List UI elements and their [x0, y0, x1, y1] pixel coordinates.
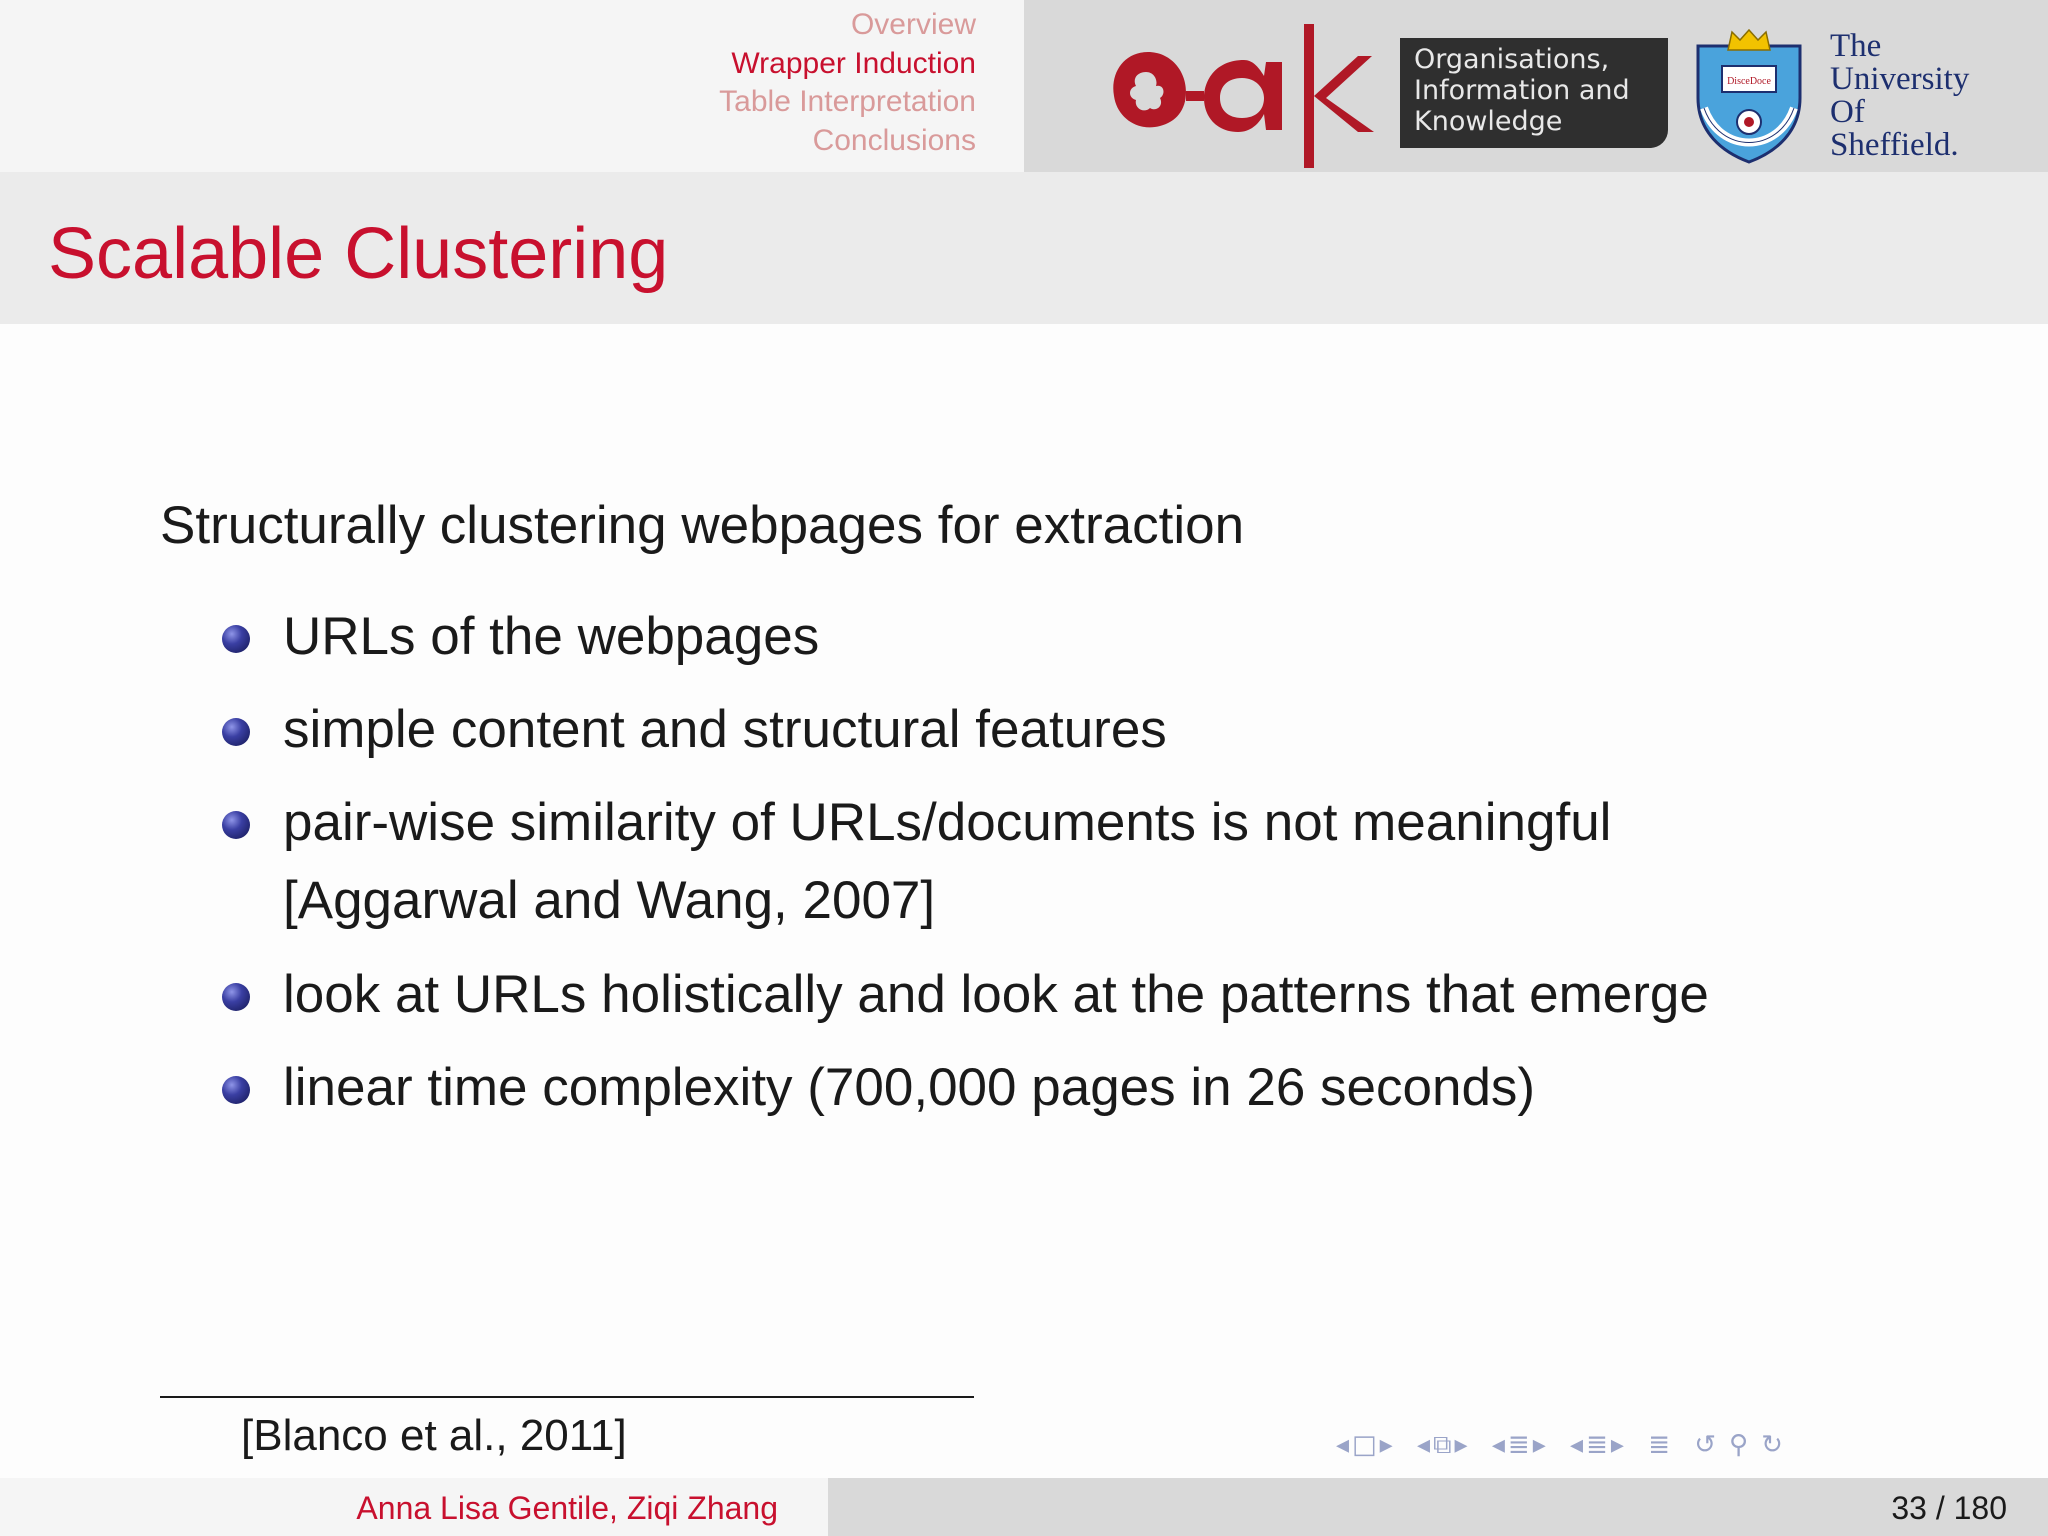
page-number: 33 / 180: [1891, 1490, 2007, 1526]
section-nav-icon[interactable]: ◂≣▸: [1570, 1430, 1627, 1460]
footnote-citation: [Blanco et al., 2011]: [241, 1411, 627, 1460]
slide-title: Scalable Clustering: [48, 214, 669, 294]
bullet-item: simple content and structural features: [283, 700, 1167, 759]
bullet-item: URLs of the webpages: [283, 607, 820, 666]
beamer-navigation-controls: [1336, 1430, 1796, 1461]
footer-authors: Anna Lisa Gentile, Ziqi Zhang: [356, 1490, 778, 1526]
bullet-item: pair-wise similarity of URLs/documents is not meaningful: [283, 793, 1612, 852]
uni-line-1: The: [1830, 28, 1882, 64]
oak-line-1: Organisations,: [1414, 44, 1610, 75]
oak-letter-k: [1304, 24, 1374, 168]
search-icon[interactable]: ⚲: [1729, 1430, 1752, 1460]
oak-tagline: [1400, 38, 1668, 148]
bullet-ball-icon: [222, 811, 250, 839]
uni-line-3: Of: [1830, 94, 1865, 130]
uni-line-4: Sheffield.: [1830, 127, 1959, 163]
oak-letter-a: [1204, 60, 1282, 132]
footer-right: [828, 1478, 2048, 1536]
redo-icon[interactable]: ↻: [1761, 1430, 1786, 1460]
align-icon[interactable]: ≣: [1648, 1430, 1673, 1460]
nav-item-overview[interactable]: Overview: [850, 8, 976, 41]
bullet-item: linear time complexity (700,000 pages in 26 seconds): [283, 1058, 1536, 1117]
slide-intro: Structurally clustering webpages for extraction: [160, 496, 1245, 555]
svg-text:DisceDoce: DisceDoce: [1727, 76, 1771, 87]
oak-line-2: Information and: [1414, 75, 1630, 106]
nav-item-table-interpretation[interactable]: Table Interpretation: [719, 85, 976, 118]
bullet-ball-icon: [222, 1076, 250, 1104]
section-navigation: [719, 6, 976, 160]
university-name: [1830, 30, 1969, 162]
subsection-nav-icon[interactable]: ◂≣▸: [1491, 1430, 1549, 1460]
bullet-ball-icon: [222, 625, 250, 653]
bullet-ball-icon: [222, 983, 250, 1011]
bullet-ball-icon: [222, 718, 250, 746]
oak-logo: [1108, 22, 1374, 170]
nav-item-wrapper-induction[interactable]: Wrapper Induction: [731, 46, 976, 80]
bullet-item-continuation: [Aggarwal and Wang, 2007]: [283, 871, 936, 930]
undo-icon[interactable]: ↺: [1694, 1430, 1720, 1460]
nav-item-conclusions[interactable]: Conclusions: [812, 123, 976, 157]
uni-line-2: University: [1830, 61, 1970, 97]
frame-nav-icon[interactable]: ◂⧉▸: [1416, 1430, 1471, 1460]
oak-line-3: Knowledge: [1414, 106, 1563, 137]
bullet-item: look at URLs holistically and look at the patterns that emerge: [283, 965, 1709, 1024]
oak-leaf-mark: [1113, 52, 1204, 127]
prev-slide-icon[interactable]: ◂□▸: [1336, 1430, 1396, 1460]
university-crest-icon: [1690, 28, 1808, 166]
footnote-rule: [160, 1396, 974, 1398]
